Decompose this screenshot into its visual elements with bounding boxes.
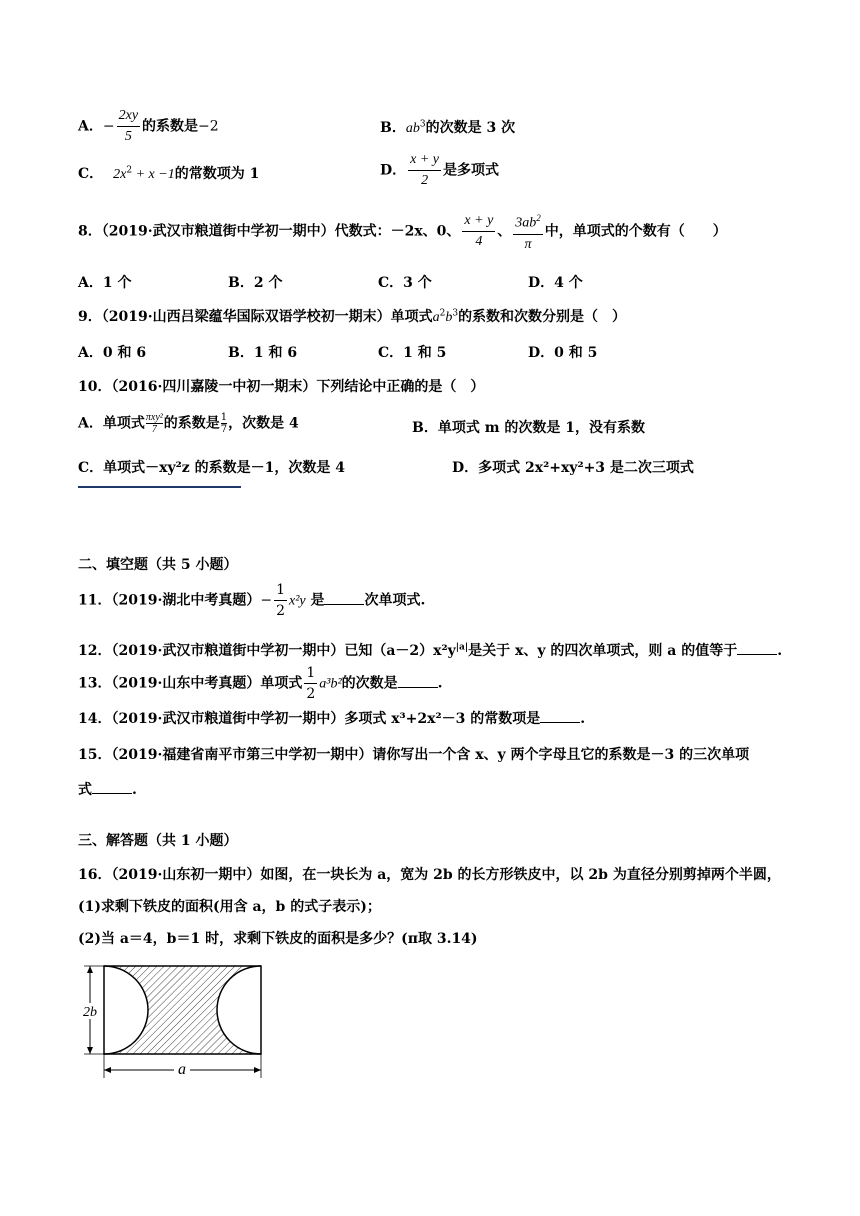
q10-option-b: B．单项式 m 的次数是 1，没有系数 xyxy=(412,420,646,436)
q9-option-c: C．1 和 5 xyxy=(378,345,447,361)
q7-option-a: A．− $\frac{2xy}{5}$ 的系数是−2 xyxy=(78,106,219,147)
q8-option-c: C．3 个 xyxy=(378,275,432,291)
q16-part1: (1)求剩下铁皮的面积(用含 a，b 的式子表示)； xyxy=(78,899,381,915)
q10-option-a: A．单项式 πxy² 7 的系数是 $\frac{1}{7}$ ，次数是 4 xyxy=(78,412,299,435)
q13: 13．（2019·山东中考真题）单项式 $\frac{1}{2}$ a³b²的次数是 . xyxy=(78,665,443,702)
q9-option-d: D．0 和 5 xyxy=(528,345,598,361)
q9-option-a: A．0 和 6 xyxy=(78,345,147,361)
q8-option-b: B．2 个 xyxy=(228,275,283,291)
q10-option-d: D．多项式 2x²+xy²+3 是二次三项式 xyxy=(452,460,694,476)
q14: 14．（2019·武汉市粮道街中学初一期中）多项式 x³+2x²－3 的常数项是 . xyxy=(78,711,586,727)
width-label: a xyxy=(178,1061,186,1078)
section-fill-in-heading: 二、填空题（共 5 小题） xyxy=(78,557,238,573)
q8-option-d: D．4 个 xyxy=(528,275,583,291)
q16-part2: (2)当 a＝4，b＝1 时，求剩下铁皮的面积是多少？(π取 3.14) xyxy=(78,931,478,947)
q12-answer-blank[interactable] xyxy=(737,642,777,655)
q16-stem: 16．（2019·山东初一期中）如图，在一块长为 a，宽为 2b 的长方形铁皮中，以 2b 为直径分别剪掉两个半圆， xyxy=(78,867,781,883)
q7a-fraction: $\frac{2xy}{5}$ xyxy=(118,108,139,144)
height-label: 2b xyxy=(83,1005,97,1020)
q7-option-d: D． $\frac{x + y}{2}$ 是多项式 xyxy=(380,152,500,188)
q11: 11．（2019·湖北中考真题）− $\frac{1}{2}$ x²y 是 次单项式. xyxy=(78,582,426,619)
section-answer-heading: 三、解答题（共 1 小题） xyxy=(78,833,238,849)
q15-line1: 15．（2019·福建省南平市第三中学初一期中）请你写出一个含 x、y 两个字母且它的系数是－3 的三次单项 xyxy=(78,747,750,763)
q13-answer-blank[interactable] xyxy=(398,675,438,688)
q12: 12．（2019·武汉市粮道街中学初一期中）已知$(a-2)x^2y^{|a|}$是关于 x、y 的四次单项式，则 a 的值等于 . xyxy=(78,642,783,659)
q11-answer-blank[interactable] xyxy=(324,592,364,605)
q16-figure xyxy=(78,960,270,1082)
q10-option-c: C．单项式－xy²z 的系数是－1，次数是 4 xyxy=(78,460,345,476)
q8-option-a: A．1 个 xyxy=(78,275,132,291)
q15-line2: 式 . xyxy=(78,782,137,798)
q8-stem: 8．（2019·武汉市粮道街中学初一期中）代数式：－2x、0、 $\frac{x + y}{4}$ 、 $\frac{3ab^2}{\pi}$ 中，单项式的个数有（ ） xyxy=(78,208,727,255)
q10-stem: 10．（2016·四川嘉陵一中初一期末）下列结论中正确的是（ ） xyxy=(78,379,485,395)
q15-answer-blank[interactable] xyxy=(92,781,132,794)
q14-answer-blank[interactable] xyxy=(540,710,580,723)
q7-option-b: B．$ab^3$的次数是 3 次 xyxy=(380,119,516,136)
q9-stem: 9．（2019·山西吕梁蕴华国际双语学校初一期末）单项式$a^2b^3$的系数和次数分别是（ ） xyxy=(78,308,627,325)
divider-line xyxy=(78,486,241,488)
q7-option-c: C． $2x^2 + x -1$的常数项为 1 xyxy=(78,165,260,182)
q9-option-b: B．1 和 6 xyxy=(228,345,298,361)
shaded-region xyxy=(104,966,261,1054)
